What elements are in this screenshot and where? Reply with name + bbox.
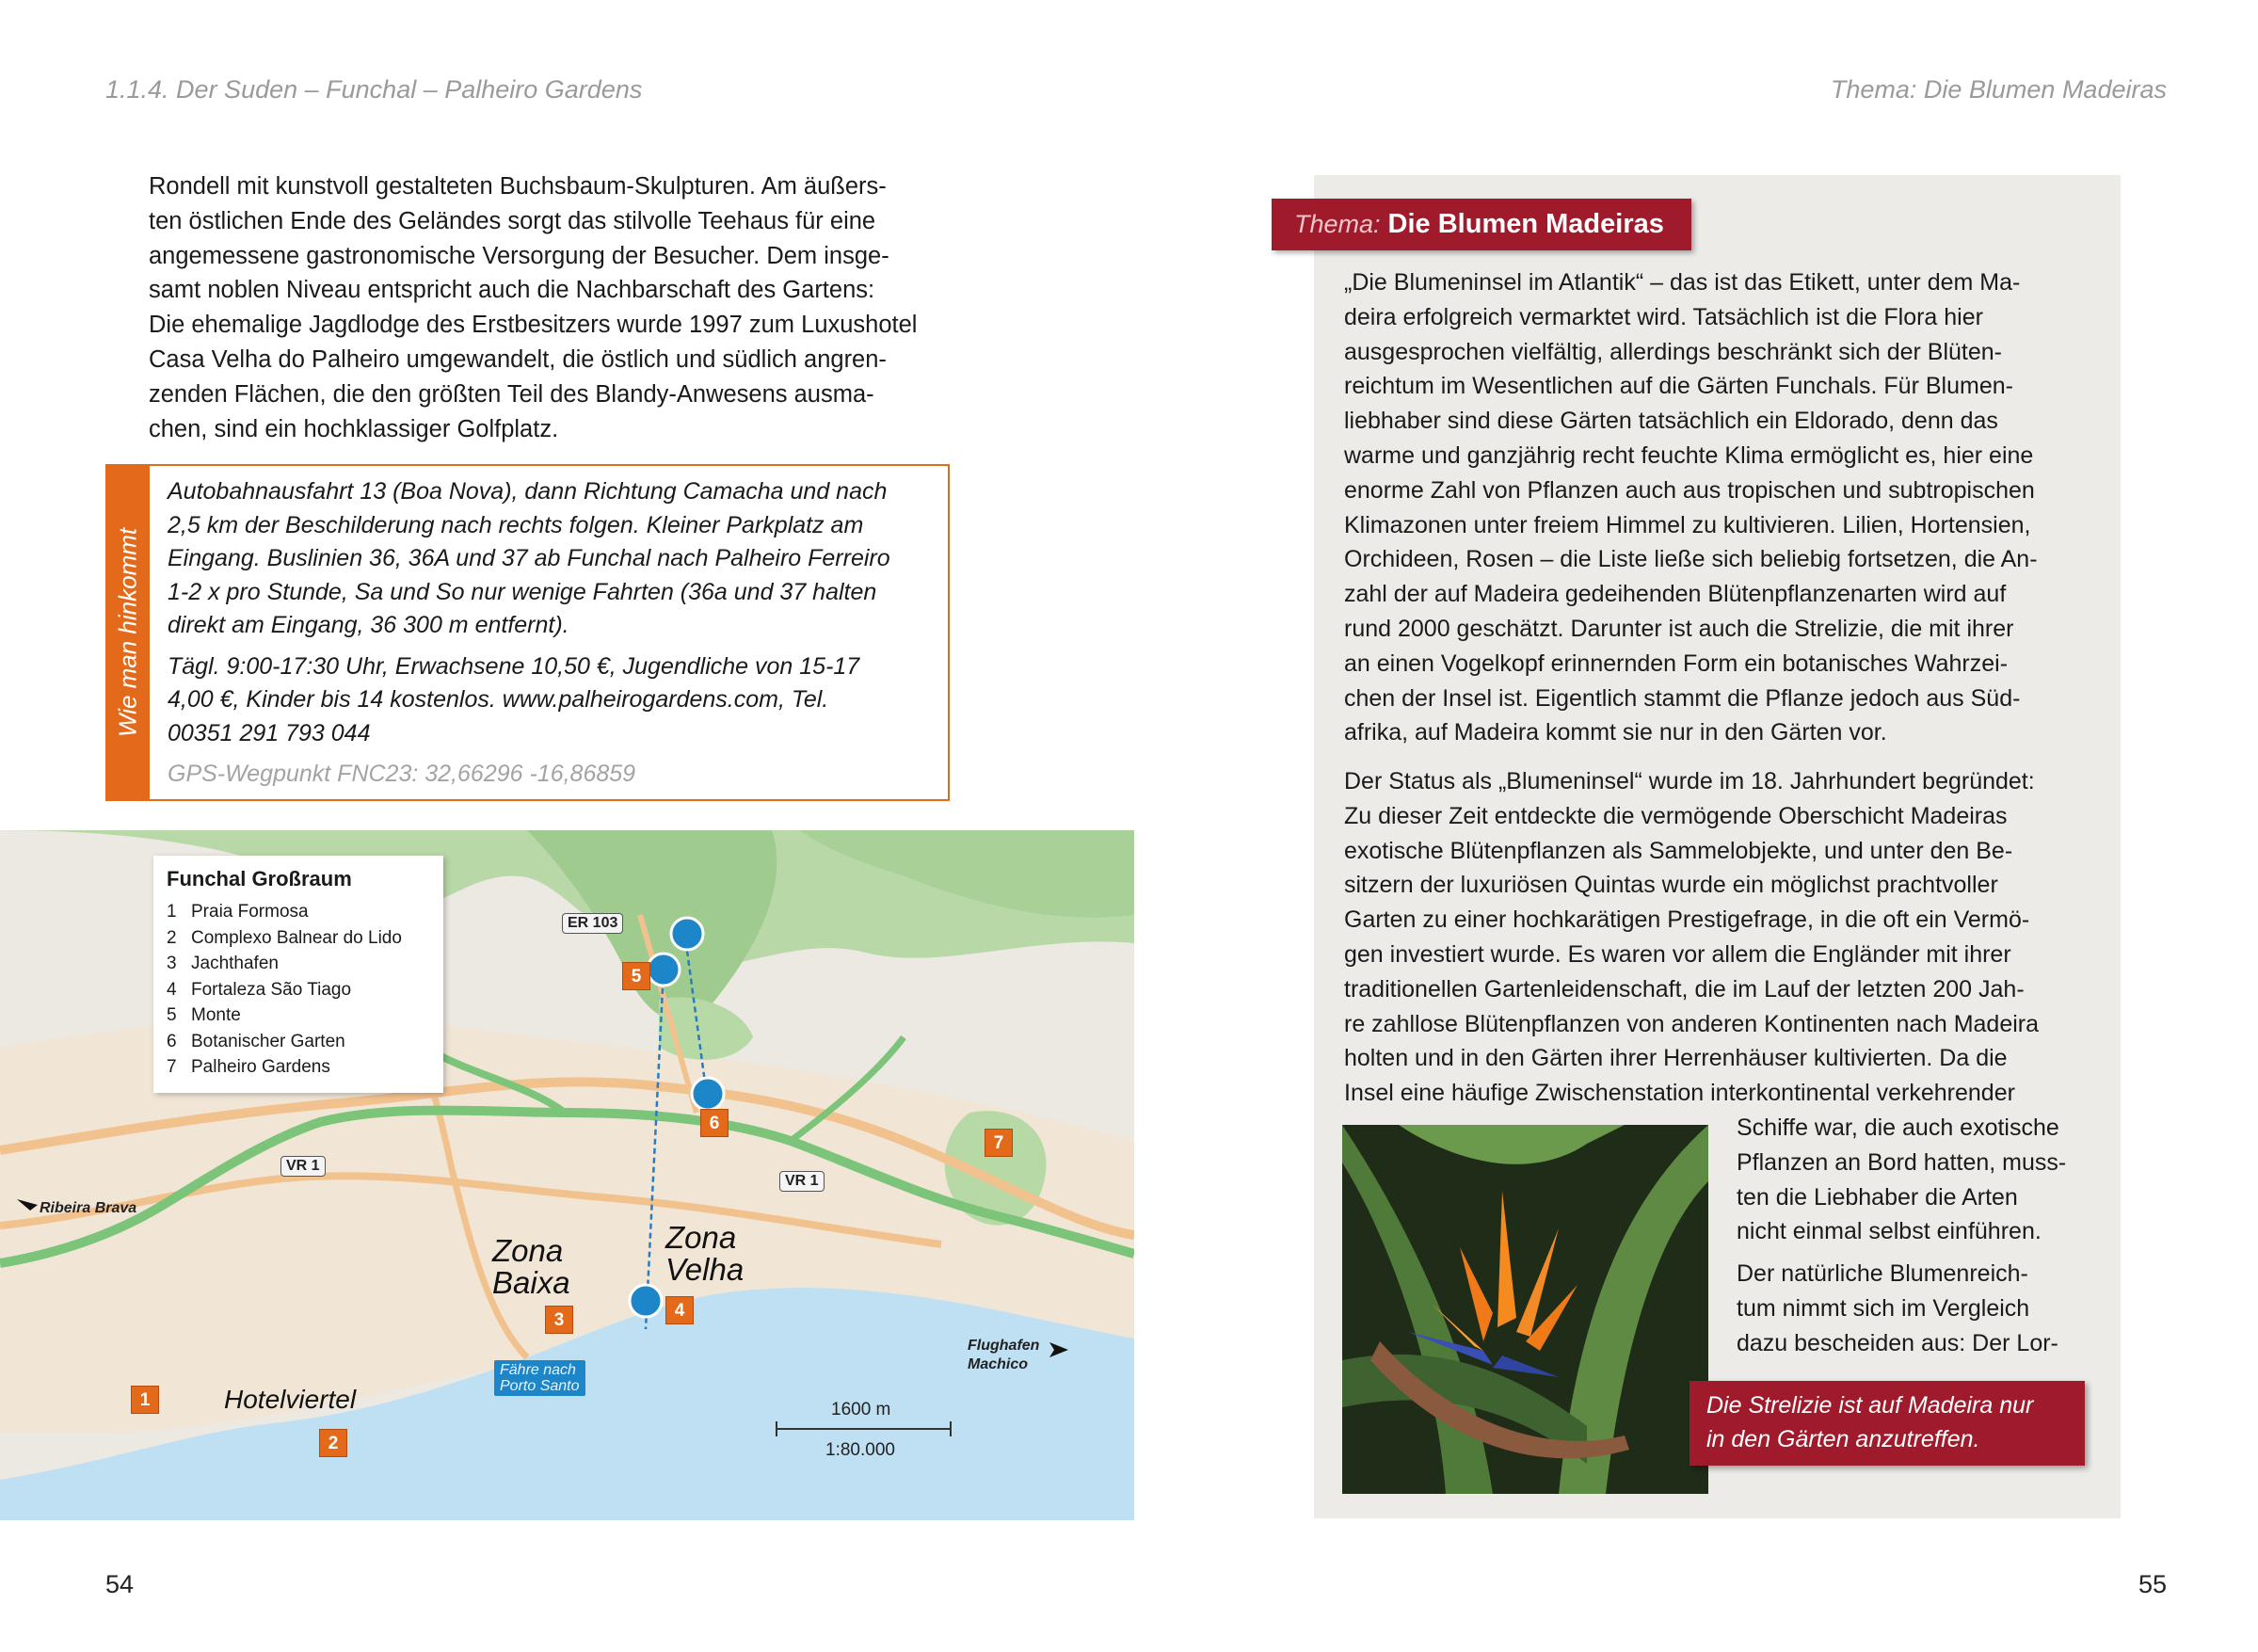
hours-line: 00351 291 793 044 <box>168 719 371 746</box>
zone-line: Zona <box>665 1220 737 1255</box>
text-line: Rondell mit kunstvoll gestalteten Buchsbaum-Skulpturen. Am äußers- <box>149 173 887 200</box>
legend-item <box>167 977 430 1003</box>
map-legend <box>153 856 443 1093</box>
text-line: exotische Blütenpflanzen als Sammelobjekte, und unter den Be- <box>1344 837 2013 864</box>
legend-num: 7 <box>167 1057 177 1077</box>
text-line: nicht einmal selbst einführen. <box>1737 1218 2042 1245</box>
legend-label: Praia Formosa <box>191 902 309 922</box>
page-number-left: 54 <box>105 1570 135 1598</box>
legend-item <box>167 1002 430 1029</box>
legend-num: 6 <box>167 1031 177 1051</box>
map-marker-7: 7 <box>985 1129 1013 1157</box>
text-line: afrika, auf Madeira kommt sie nur in den Gärten vor. <box>1344 719 1887 746</box>
text-line: liebhaber sind diese Gärten tatsächlich ein Eldorado, denn das <box>1344 408 1998 435</box>
text-line: chen der Insel ist. Eigentlich stammt die Pflanze jedoch aus Süd- <box>1344 684 2021 712</box>
map-marker-4: 4 <box>665 1296 694 1324</box>
legend-item <box>167 1029 430 1055</box>
text-line: Der natürliche Blumenreich- <box>1737 1260 2028 1287</box>
running-head-right: Thema: Die Blumen Madeiras <box>1830 75 2167 104</box>
text-line: warme und ganzjährig recht feuchte Klima ermöglicht es, hier eine <box>1344 441 2034 469</box>
legend-item <box>167 925 430 952</box>
legend-label: Fortaleza São Tiago <box>191 979 352 1000</box>
map-marker-6: 6 <box>700 1109 729 1137</box>
directions-line: Autobahnausfahrt 13 (Boa Nova), dann Richtung Camacha und nach <box>168 478 888 505</box>
road-label-vr1-east: VR 1 <box>779 1171 825 1192</box>
map-marker-2: 2 <box>319 1429 347 1457</box>
legend-item <box>167 1054 430 1081</box>
legend-num: 3 <box>167 954 177 973</box>
text-line: Schiffe war, die auch exotische <box>1737 1115 2059 1141</box>
zone-line: Zona <box>492 1233 564 1268</box>
text-line: reichtum im Wesentlichen auf die Gärten Funchals. Für Blumen- <box>1344 373 2013 400</box>
text-line: holten und in den Gärten ihrer Herrenhäuser kultivierten. Da die <box>1344 1045 2008 1072</box>
legend-num: 5 <box>167 1005 177 1025</box>
scale-distance: 1600 m <box>831 1400 891 1419</box>
zona-baixa-label <box>492 1235 570 1299</box>
airport-label-line: Flughafen <box>968 1338 1040 1354</box>
scale-ratio: 1:80.000 <box>825 1440 895 1460</box>
zona-velha-label <box>665 1222 744 1286</box>
ferry-label-line: Fähre nach <box>500 1362 576 1378</box>
zone-line: Velha <box>665 1252 745 1287</box>
text-line: Pflanzen an Bord hatten, muss- <box>1737 1148 2067 1176</box>
text-line: Garten zu einer hochkarätigen Prestigefrage, in die oft ein Vermö- <box>1344 906 2030 934</box>
legend-num: 4 <box>167 979 177 1000</box>
strelitzia-illustration <box>1342 1125 1708 1494</box>
road-label-vr1-west: VR 1 <box>280 1156 326 1177</box>
text-line: deira erfolgreich vermarktet wird. Tatsächlich ist die Flora hier <box>1344 303 1983 330</box>
text-line: enorme Zahl von Pflanzen auch aus tropischen und subtropischen <box>1344 476 2035 504</box>
zone-line: Baixa <box>492 1265 570 1300</box>
page-number-right: 55 <box>2138 1570 2167 1598</box>
text-line: „Die Blumeninsel im Atlantik“ – das ist das Etikett, unter dem Ma- <box>1344 269 2021 296</box>
text-line: ausgesprochen vielfältig, allerdings beschränkt sich der Blüten- <box>1344 338 2002 365</box>
ribeira-brava-label: Ribeira Brava <box>40 1200 137 1216</box>
hours-line: 4,00 €, Kinder bis 14 kostenlos. www.palheirogardens.com, Tel. <box>168 686 829 713</box>
text-line: gen investiert wurde. Es waren vor allem die Engländer mit ihrer <box>1344 940 2011 968</box>
text-line: re zahllose Blütenpflanzen von anderen Kontinenten nach Madeira <box>1344 1010 2040 1037</box>
info-box-tab <box>105 464 150 801</box>
legend-label: Monte <box>191 1005 241 1025</box>
strelitzia-photo <box>1342 1125 1708 1494</box>
theme-prefix: Thema: <box>1294 210 1381 238</box>
text-line: rund 2000 geschätzt. Darunter ist auch die Strelizie, die mit ihrer <box>1344 615 2014 642</box>
theme-heading <box>1272 199 1691 250</box>
text-line: Zu dieser Zeit entdeckte die vermögende Oberschicht Madeiras <box>1344 802 2008 829</box>
gps-waypoint: GPS-Wegpunkt FNC23: 32,66296 -16,86859 <box>168 761 636 787</box>
directions-line: 1-2 x pro Stunde, Sa und So nur wenige Fahrten (36a und 37 halten <box>168 578 877 605</box>
text-line: an einen Vogelkopf erinnernden Form ein botanisches Wahrzei- <box>1344 650 2009 677</box>
ferry-label <box>494 1360 585 1396</box>
road-label-er103: ER 103 <box>562 913 623 934</box>
text-line: tum nimmt sich im Vergleich <box>1737 1294 2030 1322</box>
text-line: samt noblen Niveau entspricht auch die Nachbarschaft des Gartens: <box>149 277 875 304</box>
airport-label-line: Machico <box>968 1356 1029 1372</box>
theme-title: Die Blumen Madeiras <box>1387 209 1664 239</box>
directions-text <box>168 475 932 799</box>
text-line: zahl der auf Madeira gedeihenden Blütenpflanzenarten wird auf <box>1344 581 2007 608</box>
text-line: dazu bescheiden aus: Der Lor- <box>1737 1329 2058 1356</box>
ferry-label-line: Porto Santo <box>500 1378 580 1394</box>
theme-paragraph-2-wrap <box>1737 1111 2095 1249</box>
theme-paragraph-1 <box>1344 265 2095 750</box>
text-line: zenden Flächen, die den größten Teil des Blandy-Anwesens ausma- <box>149 380 874 408</box>
map-marker-5: 5 <box>622 962 650 990</box>
theme-paragraph-3 <box>1737 1257 2095 1360</box>
text-line: angemessene gastronomische Versorgung der Besucher. Dem insge- <box>149 242 889 269</box>
text-line: Orchideen, Rosen – die Liste ließe sich beliebig fortsetzen, die An- <box>1344 546 2038 573</box>
directions-line: Eingang. Buslinien 36, 36A und 37 ab Funchal nach Palheiro Ferreiro <box>168 545 890 571</box>
legend-label: Jachthafen <box>191 954 279 973</box>
hours-line: Tägl. 9:00-17:30 Uhr, Erwachsene 10,50 €, Jugendliche von 15-17 <box>168 652 860 680</box>
text-line: Klimazonen unter freiem Himmel zu kultivieren. Lilien, Hortensien, <box>1344 511 2031 538</box>
text-line: ten die Liebhaber die Arten <box>1737 1183 2018 1211</box>
text-line: sitzern der luxuriösen Quintas wurde ein möglichst prachtvoller <box>1344 872 1998 899</box>
photo-caption <box>1689 1381 2085 1466</box>
caption-line: Die Strelizie ist auf Madeira nur <box>1706 1392 2034 1419</box>
text-line: Der Status als „Blumeninsel“ wurde im 18. Jahrhundert begründet: <box>1344 768 2035 794</box>
legend-title: Funchal Großraum <box>167 867 352 890</box>
info-box-tab-label: Wie man hinkommt <box>113 527 141 738</box>
text-line: Insel eine häufige Zwischenstation interkontinental verkehrender <box>1344 1080 2015 1107</box>
text-line: chen, sind ein hochklassiger Golfplatz. <box>149 415 559 442</box>
legend-label: Complexo Balnear do Lido <box>191 927 402 948</box>
text-line: Die ehemalige Jagdlodge des Erstbesitzers wurde 1997 zum Luxushotel <box>149 312 918 339</box>
airport-label <box>968 1337 1039 1374</box>
theme-paragraph-2 <box>1344 764 2095 1111</box>
legend-item <box>167 899 430 925</box>
legend-label: Botanischer Garten <box>191 1031 345 1051</box>
legend-num: 2 <box>167 927 177 948</box>
text-line: ten östlichen Ende des Geländes sorgt das stilvolle Teehaus für eine <box>149 207 876 234</box>
legend-num: 1 <box>167 902 177 922</box>
map-marker-3: 3 <box>545 1306 573 1334</box>
legend-item <box>167 951 430 977</box>
text-line: Casa Velha do Palheiro umgewandelt, die östlich und südlich angren- <box>149 345 887 373</box>
text-line: traditionellen Gartenleidenschaft, die im Lauf der letzten 200 Jah- <box>1344 975 2025 1002</box>
map-marker-1: 1 <box>131 1386 159 1414</box>
directions-line: direkt am Eingang, 36 300 m entfernt). <box>168 612 569 638</box>
running-head-left: 1.1.4. Der Suden – Funchal – Palheiro Gardens <box>105 75 643 104</box>
hotel-district-label: Hotelviertel <box>224 1385 357 1414</box>
legend-label: Palheiro Gardens <box>191 1057 330 1077</box>
directions-line: 2,5 km der Beschilderung nach rechts folgen. Kleiner Parkplatz am <box>168 511 864 538</box>
left-paragraph <box>149 169 950 446</box>
caption-line: in den Gärten anzutreffen. <box>1706 1426 1980 1452</box>
